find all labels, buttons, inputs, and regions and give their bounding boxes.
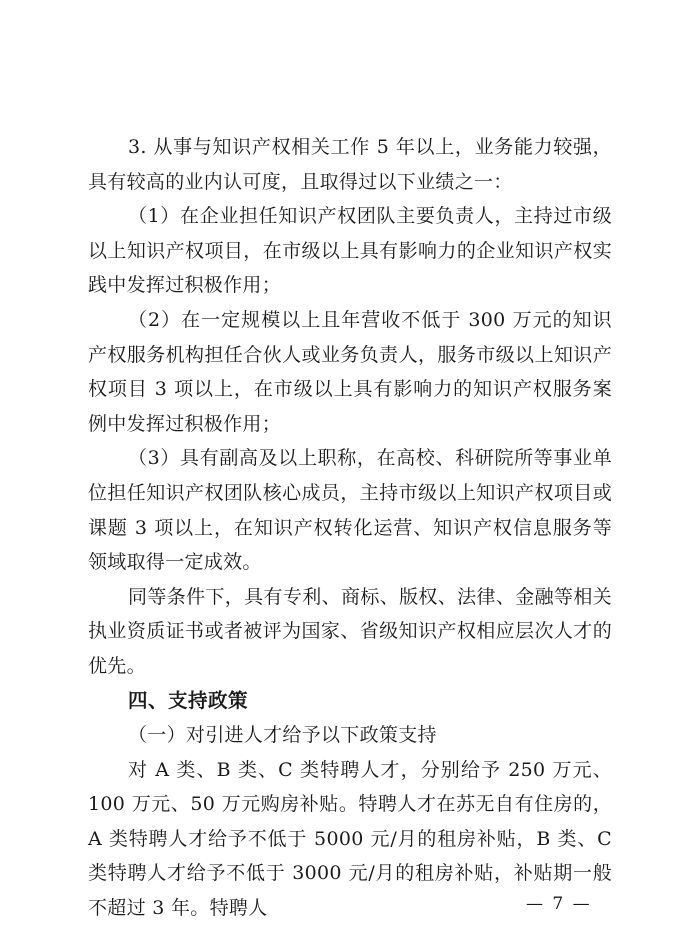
subsection-heading: （一）对引进人才给予以下政策支持 [128, 724, 437, 747]
criteria-item-1: （1）在企业担任知识产权团队主要负责人，主持过市级以上知识产权项目，在市级以上具有影响力的企业知识产权实践中发挥过积极作用； [88, 205, 612, 297]
criteria-item-2: （2）在一定规模以上且年营收不低于 300 万元的知识产权服务机构担任合伙人或业务负责人，服务市级以上知识产权项目 3 项以上，在市级以上具有影响力的知识产权服务案例中发挥过积极作用； [88, 308, 612, 435]
criteria-paragraph: 3. 从事与知识产权相关工作 5 年以上，业务能力较强，具有较高的业内认可度，且取得过以下业绩之一： [88, 136, 612, 193]
criteria-item-3: （3）具有副高及以上职称，在高校、科研院所等事业单位担任知识产权团队核心成员，主持市级以上知识产权项目或课题 3 项以上，在知识产权转化运营、知识产权信息服务等领域取得一定成效。 [88, 447, 612, 574]
page-number: — 7 — [526, 894, 592, 914]
priority-paragraph: 同等条件下，具有专利、商标、版权、法律、金融等相关执业资质证书或者被评为国家、省级知识产权相应层次人才的优先。 [88, 585, 612, 677]
section-heading: 四、支持政策 [128, 688, 249, 712]
subsidy-paragraph: 对 A 类、B 类、C 类特聘人才，分别给予 250 万元、100 万元、50 万元购房补贴。特聘人才在苏无自有住房的，A 类特聘人才给予不低于 5000 元/月的租房补贴，B 类、C 类特聘人才给予不低于 3000 元/月的租房补贴，补贴期一般不超过 3 年。特聘人 [88, 758, 612, 920]
document-body [88, 130, 612, 926]
